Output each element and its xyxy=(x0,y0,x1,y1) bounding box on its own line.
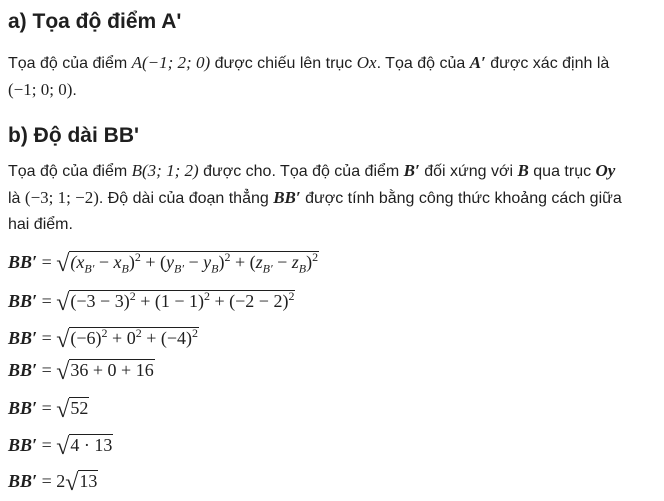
equals-sign: = xyxy=(37,435,57,455)
text: . Độ dài của đoạn thẳng xyxy=(98,190,274,207)
math-axis-ox: Ox xyxy=(356,53,377,72)
equation-line xyxy=(8,318,199,353)
math-point-a: A(−1; 2; 0) xyxy=(131,53,211,72)
math-coords-b-prime: (−3; 1; −2) xyxy=(24,188,99,207)
equation-coefficient: 2 xyxy=(56,471,66,491)
sqrt-sign: √ xyxy=(56,359,70,385)
math-point-a-prime: A′ xyxy=(469,53,486,72)
math-segment-bb: BB′ xyxy=(273,188,301,207)
equation-line xyxy=(8,393,89,423)
equation-line xyxy=(8,355,155,385)
heading-section-b: b) Độ dài BB' xyxy=(8,124,139,147)
sqrt-sign: √ xyxy=(56,434,70,460)
equation-radicand: $(x_{B'} - x_B)^2 + (y_{B'} - y_B)^2 + (z_{B'} - z_B)^2$ xyxy=(70,250,319,276)
text: được xác định là xyxy=(485,55,610,72)
equals-sign: = xyxy=(37,291,57,311)
equation-line xyxy=(8,466,98,496)
equation-radicand: 52 xyxy=(70,398,89,418)
equation-radicand: $(-6)^2 + 0^2 + (-4)^2$ xyxy=(70,326,198,348)
equation-lhs: BB′ xyxy=(8,360,38,380)
equation-lhs: BB′ xyxy=(8,252,38,272)
equals-sign: = xyxy=(37,360,57,380)
paragraph-section-b xyxy=(8,158,653,238)
equals-sign: = xyxy=(37,328,57,348)
text: là xyxy=(8,190,25,207)
text: hai điểm. xyxy=(8,216,73,233)
text: . xyxy=(72,82,77,99)
sqrt-sign: √ xyxy=(56,397,70,423)
equation-line xyxy=(8,430,113,460)
math-point-b-prime: B′ xyxy=(403,161,420,180)
equation-radicand: 4 · 13 xyxy=(70,435,113,455)
math-coords-a-prime: (−1; 0; 0) xyxy=(8,80,73,99)
equals-sign: = xyxy=(37,471,57,491)
sqrt-sign: √ xyxy=(56,327,70,353)
equation-radicand: 36 + 0 + 16 xyxy=(70,360,154,380)
equation-lhs: BB′ xyxy=(8,291,38,311)
paragraph-section-a xyxy=(8,50,653,104)
math-axis-oy: Oy xyxy=(595,161,616,180)
equation-lhs: BB′ xyxy=(8,471,38,491)
equation-line xyxy=(8,281,295,316)
equation-lhs: BB′ xyxy=(8,398,38,418)
math-b: B xyxy=(517,161,529,180)
text: Tọa độ của điểm xyxy=(8,55,132,72)
equation-lhs: BB′ xyxy=(8,328,38,348)
equation-radicand: 13 xyxy=(79,471,98,491)
sqrt-sign: √ xyxy=(56,251,70,277)
equation-radicand: $(-3 - 3)^2 + (1 - 1)^2 + (-2 - 2)^2$ xyxy=(70,289,295,311)
heading-section-a: a) Tọa độ điểm A' xyxy=(8,10,182,33)
text: được tính bằng công thức khoảng cách giữa xyxy=(300,190,622,207)
sqrt-sign: √ xyxy=(65,470,79,496)
text: được chiếu lên trục xyxy=(210,55,357,72)
equation-lhs: BB′ xyxy=(8,435,38,455)
sqrt-sign: √ xyxy=(56,290,70,316)
text: qua trục xyxy=(528,163,596,180)
text: . Tọa độ của xyxy=(376,55,470,72)
math-point-b: B(3; 1; 2) xyxy=(131,161,199,180)
equals-sign: = xyxy=(37,398,57,418)
text: Tọa độ của điểm xyxy=(8,163,132,180)
text: được cho. Tọa độ của điểm xyxy=(198,163,404,180)
text: đối xứng với xyxy=(419,163,518,180)
equation-line xyxy=(8,242,319,277)
equals-sign: = xyxy=(37,252,57,272)
